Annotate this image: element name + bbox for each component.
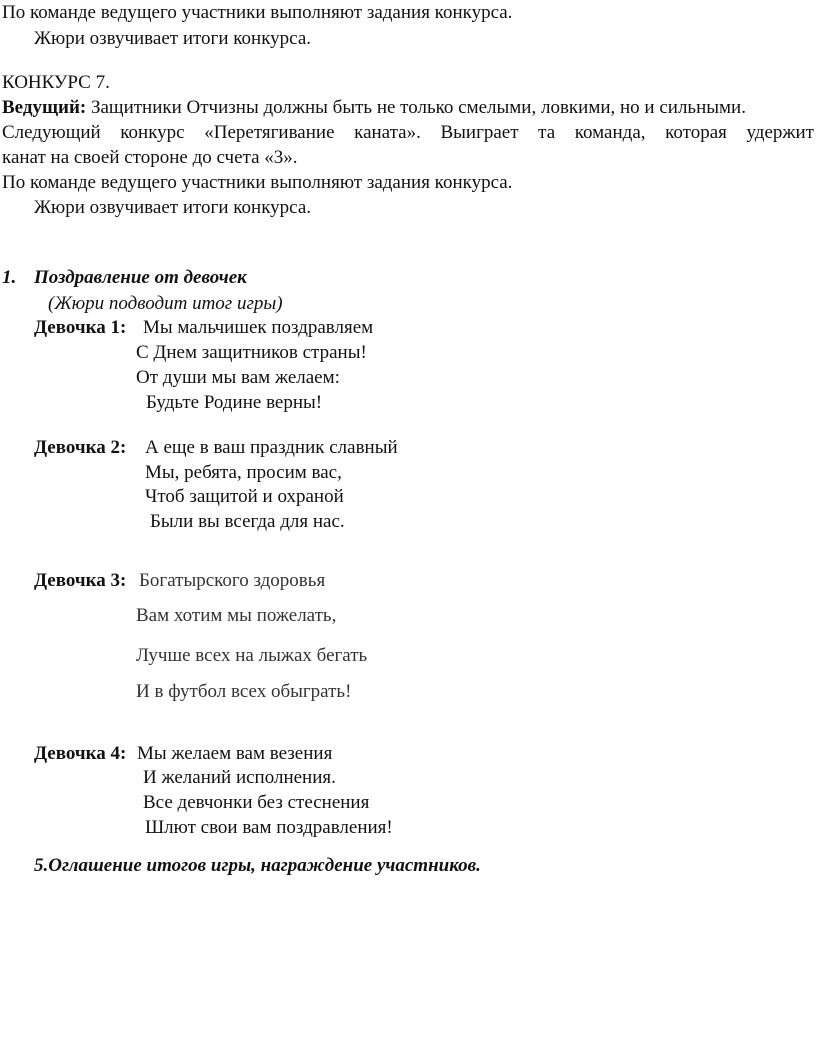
contest-line-4: По команде ведущего участники выполняют задания конкурса. — [2, 172, 513, 193]
host-line-2: Следующий конкурс «Перетягивание каната». Выиграет та команда, которая удержит — [2, 122, 814, 143]
girl-1-line-2: С Днем защитников страны! — [136, 342, 367, 363]
girl-4-line-4: Шлют свои вам поздравления! — [145, 817, 393, 838]
section-1-title: Поздравление от девочек — [34, 267, 247, 288]
section-1-number: 1. — [2, 267, 17, 288]
girl-1-label: Девочка 1: — [34, 317, 127, 338]
girl-1-line-4: Будьте Родине верны! — [146, 392, 323, 413]
section-5-part-1: 5.Оглашение — [34, 855, 142, 876]
girl-1-line-3: От души мы вам желаем: — [136, 367, 340, 388]
girl-2-label: Девочка 2: — [34, 437, 127, 458]
girl-2-line-2: Мы, ребята, просим вас, — [145, 462, 342, 483]
intro-line-1: По команде ведущего участники выполняют задания конкурса. — [2, 2, 513, 23]
girl-2-line-1: А еще в ваш праздник славный — [145, 437, 398, 458]
host-text-1: Защитники Отчизны должны быть не только смелыми, ловкими, но и сильными. — [86, 97, 746, 118]
section-1-subtitle: (Жюри подводит итог игры) — [48, 293, 283, 314]
contest-7-title: КОНКУРС 7. — [2, 72, 110, 93]
girl-2-line-3: Чтоб защитой и охраной — [145, 486, 344, 507]
section-5-heading — [34, 855, 481, 877]
girl-3-line-2: Вам хотим мы пожелать, — [136, 605, 337, 626]
girl-4-line-2: И желаний исполнения. — [143, 767, 336, 788]
girl-2-line-4: Были вы всегда для нас. — [150, 511, 345, 532]
girl-4-line-3: Все девчонки без стеснения — [143, 792, 370, 813]
intro-line-2: Жюри озвучивает итоги конкурса. — [34, 28, 312, 49]
girl-1-line-1: Мы мальчишек поздравляем — [143, 317, 374, 338]
girl-3-line-1: Богатырского здоровья — [139, 570, 326, 591]
girl-3-label: Девочка 3: — [34, 570, 127, 591]
girl-4-label: Девочка 4: — [34, 743, 127, 764]
girl-3-line-4: И в футбол всех обыграть! — [136, 681, 352, 702]
host-line-1 — [2, 97, 746, 119]
host-label: Ведущий: — [2, 97, 87, 118]
host-line-3: канат на своей стороне до счета «3». — [2, 147, 298, 168]
contest-line-5: Жюри озвучивает итоги конкурса. — [34, 197, 312, 218]
girl-3-line-3: Лучше всех на лыжах бегать — [136, 645, 368, 666]
section-5-part-2: итогов игры, награждение участников. — [141, 855, 481, 876]
girl-4-line-1: Мы желаем вам везения — [137, 743, 333, 764]
